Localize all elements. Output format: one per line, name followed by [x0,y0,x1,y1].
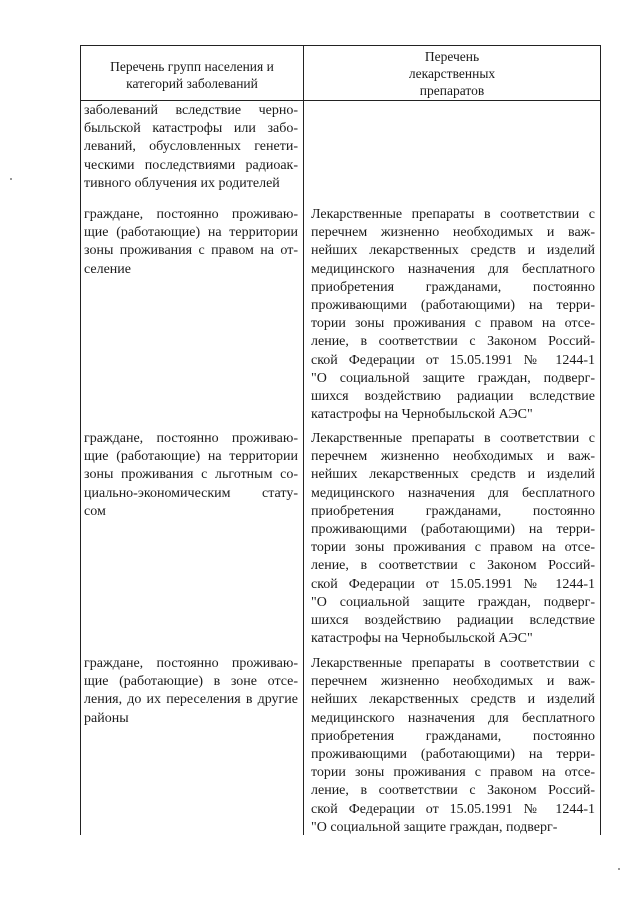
cell-text-line: щие (работающие) в зоне отсе- [84,674,298,690]
cell-text-line: леваний, обусловленных генети- [84,139,298,155]
header-right-line: лекарственных [408,66,496,81]
cell-text-line: сом [84,503,106,519]
cell-text-line: Лекарственные препараты в соответствии с [311,656,595,671]
cell-text-line: приобретения гражданами, постоянно [311,503,595,519]
cell-text-line: проживающими (работающими) на терри- [311,522,595,538]
row-2-right [311,206,595,424]
cell-text-line: проживающими (работающими) на терри- [311,747,595,763]
row-3-left [84,430,298,521]
cell-text-line: граждане, постоянно проживаю- [84,656,298,671]
cell-text-line: шихся воздействию радиации вследствие [311,389,595,405]
table-left-border [80,45,81,835]
row-2-left [84,206,298,279]
cell-text-line: щие (работающие) на территории [84,449,298,465]
cell-text-line: перечнем жизненно необходимых и важ- [311,449,595,465]
cell-text-line: ление, в соответствии с Законом Россий- [311,558,595,574]
cell-text-line: медицинского назначения для бесплатного [311,710,595,726]
table-column-divider [303,45,304,835]
cell-text-line: нейших лекарственных средств и изделий [311,692,595,708]
cell-text-line: тивного облучения их родителей [84,175,280,191]
scan-speck [10,178,12,180]
header-right-line: Перечень [424,49,480,64]
cell-text-line: граждане, постоянно проживаю- [84,207,298,222]
cell-text-line: ской Федерации от 15.05.1991 № 1244-1 [311,801,595,817]
cell-text-line: ление, в соответствии с Законом Россий- [311,783,595,799]
cell-text-line: заболеваний вследствие черно- [84,103,298,118]
header-right-line: препаратов [419,83,485,98]
cell-text-line: ческими последствиями радиоак- [84,157,298,173]
cell-text-line: щие (работающие) на территории [84,225,298,241]
scan-speck [618,868,620,870]
cell-text-line: селение [84,261,131,277]
cell-text-line: быльской катастрофы или забо- [84,121,298,137]
cell-text-line: "О социальной защите граждан, подверг- [311,594,595,610]
header-bottom-border [80,100,601,101]
cell-text-line: катастрофы на Чернобыльской АЭС" [311,407,533,423]
cell-text-line: приобретения гражданами, постоянно [311,728,595,744]
table-right-border [600,45,601,835]
cell-text-line: тории зоны проживания с правом на отсе- [311,316,595,332]
cell-text-line: медицинского назначения для бесплатного [311,261,595,277]
cell-text-line: зоны проживания с правом на от- [84,243,298,259]
cell-text-line: перечнем жизненно необходимых и важ- [311,674,595,690]
cell-text-line: проживающими (работающими) на терри- [311,298,595,314]
cell-text-line: Лекарственные препараты в соответствии с [311,207,595,222]
row-1-left [84,102,298,193]
cell-text-line: приобретения гражданами, постоянно [311,279,595,295]
header-left-line: Перечень групп населения и [110,59,274,74]
cell-text-line: ления, до их переселения в другие [84,692,298,708]
cell-text-line: Лекарственные препараты в соответствии с [311,431,595,446]
row-4-right [311,655,595,837]
cell-text-line: нейших лекарственных средств и изделий [311,243,595,259]
header-left-line: категорий заболеваний [126,76,258,91]
cell-text-line: ской Федерации от 15.05.1991 № 1244-1 [311,576,595,592]
cell-text-line: ление, в соответствии с Законом Россий- [311,334,595,350]
header-left [82,58,302,92]
cell-text-line: перечнем жизненно необходимых и важ- [311,225,595,241]
cell-text-line: циально-экономическим стату- [84,485,298,501]
cell-text-line: зоны проживания с льготным со- [84,467,298,483]
cell-text-line: граждане, постоянно проживаю- [84,431,298,446]
cell-text-line: катастрофы на Чернобыльской АЭС" [311,631,533,647]
row-4-left [84,655,298,728]
row-3-right [311,430,595,648]
cell-text-line: тории зоны проживания с правом на отсе- [311,540,595,556]
cell-text-line: ской Федерации от 15.05.1991 № 1244-1 [311,352,595,368]
cell-text-line: "О социальной защите граждан, подверг- [311,819,558,835]
cell-text-line: "О социальной защите граждан, подверг- [311,370,595,386]
cell-text-line: нейших лекарственных средств и изделий [311,467,595,483]
cell-text-line: шихся воздействию радиации вследствие [311,613,595,629]
cell-text-line: тории зоны проживания с правом на отсе- [311,765,595,781]
header-right [305,48,599,99]
cell-text-line: районы [84,710,129,726]
cell-text-line: медицинского назначения для бесплатного [311,485,595,501]
table-top-border [80,45,601,46]
